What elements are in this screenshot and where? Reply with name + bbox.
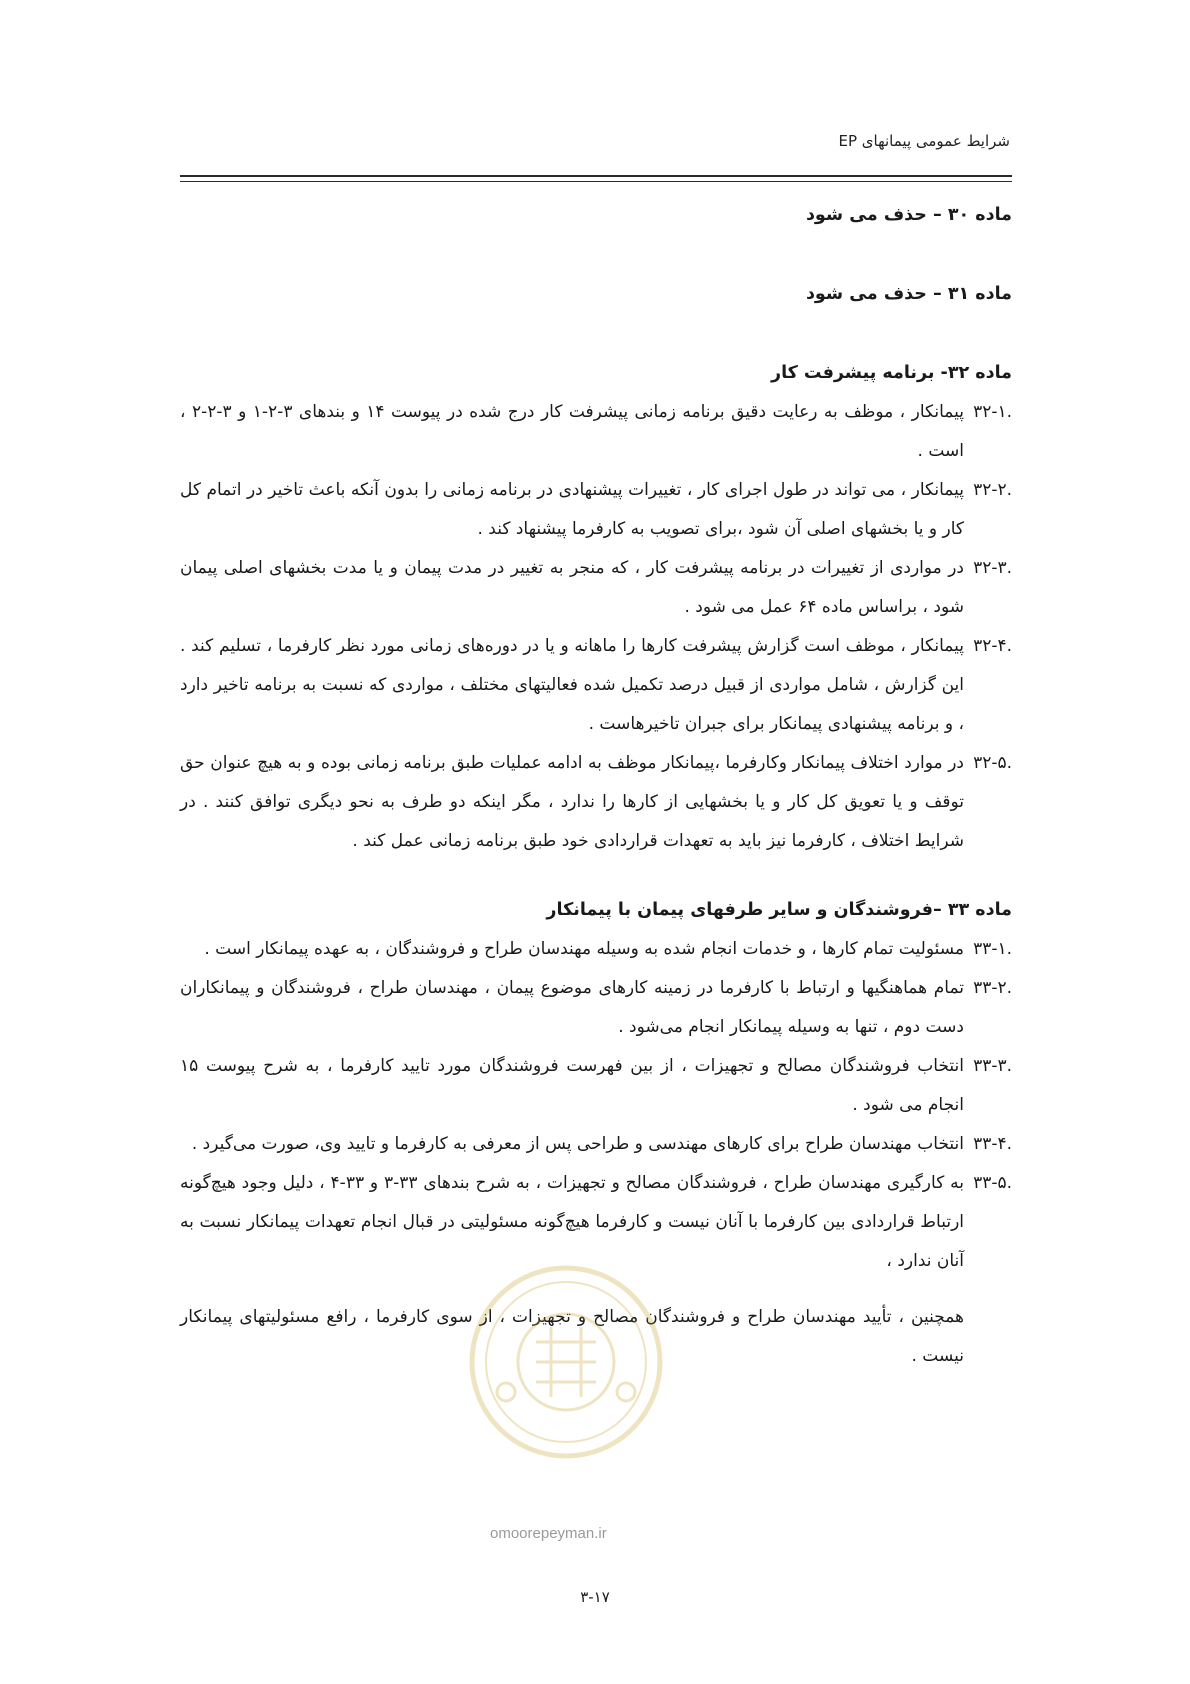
clause-32-1 (180, 393, 1012, 471)
article-32-heading: ماده ۳۲- برنامه پیشرفت کار (771, 363, 1012, 383)
page-number: ۳-۱۷ (580, 1588, 610, 1606)
clause-33-3 (180, 1047, 1012, 1125)
clause-text: در مواردی از تغییرات در برنامه پیشرفت کار ، که منجر به تغییر در مدت پیمان و یا مدت بخشهای اصلی پیمان شود ، براساس ماده ۶۴ عمل می شود . (180, 558, 964, 617)
clause-text: پیمانکار ، می تواند در طول اجرای کار ، تغییرات پیشنهادی در برنامه زمانی را بدون آنکه باعث تاخیر در اتمام کل کار و یا بخشهای اصلی آن شود ،برای تصویب به کارفرما پیشنهاد کند . (180, 480, 964, 539)
article-31-heading: ماده ۳۱ – حذف می شود (805, 284, 1012, 304)
clause-32-4 (180, 627, 1012, 744)
clause-text: در موارد اختلاف پیمانکار وکارفرما ،پیمانکار موظف به ادامه عملیات طبق برنامه زمانی بوده و به هیچ عنوان حق توقف و یا تعویق کل کار و یا بخشهایی از کارها را ندارد ، مگر اینکه دو طرف به نحو دیگری توافق کنند . در شرایط اختلاف ، کارفرما نیز باید به تعهدات قراردادی خود طبق برنامه زمانی عمل کند . (180, 753, 964, 851)
clause-33-5-continuation: همچنین ، تأیید مهندسان طراح و فروشندگان مصالح و تجهیزات ، از سوی کارفرما ، رافع مسئولیتهای پیمانکار نیست . (180, 1307, 964, 1366)
clause-number: ۳۳-۲. (973, 978, 1012, 998)
clause-text: انتخاب فروشندگان مصالح و تجهیزات ، از بین فهرست فروشندگان مورد تایید کارفرما ، به شرح پیوست ۱۵ انجام می شود . (180, 1056, 964, 1115)
clause-number: ۳۳-۴. (973, 1134, 1012, 1154)
clause-text: پیمانکار ، موظف به رعایت دقیق برنامه زمانی پیشرفت کار درج شده در پیوست ۱۴ و بندهای ۳-۲-۱ و ۳-۲-۲ ، است . (180, 402, 964, 461)
clause-number: ۳۲-۴. (973, 636, 1012, 656)
clause-text: انتخاب مهندسان طراح برای کارهای مهندسی و طراحی پس از معرفی به کارفرما و تایید وی، صورت می‌گیرد . (191, 1134, 964, 1154)
clause-text: پیمانکار ، موظف است گزارش پیشرفت کارها را ماهانه و یا در دوره‌های زمانی مورد نظر کارفرما ، تسلیم کند . این گزارش ، شامل مواردی از قبیل درصد تکمیل شده فعالیتهای مختلف ، مواردی که نسبت به برنامه تاخیر دارد ، و برنامه پیشنهادی پیمانکار برای جبران تاخیرهاست . (180, 636, 964, 734)
clause-number: ۳۳-۱. (973, 939, 1012, 959)
clause-33-5 (180, 1164, 1012, 1281)
clause-number: ۳۲-۳. (973, 558, 1012, 578)
running-header: شرایط عمومی پیمانهای EP (838, 132, 1010, 150)
clause-text: مسئولیت تمام کارها ، و خدمات انجام شده به وسیله مهندسان طراح و فروشندگان ، به عهده پیمانکار است . (204, 939, 964, 959)
clause-32-2 (180, 471, 1012, 549)
clause-number: ۳۲-۱. (973, 402, 1012, 422)
header-rule-thin (180, 181, 1012, 182)
header-rule-thick (180, 175, 1012, 177)
clause-number: ۳۳-۵. (973, 1173, 1012, 1193)
article-33-heading: ماده ۳۳ –فروشندگان و سایر طرفهای پیمان با پیمانکار (546, 900, 1012, 920)
clause-33-4 (180, 1125, 1012, 1164)
clause-text: تمام هماهنگیها و ارتباط با کارفرما در زمینه کارهای موضوع پیمان ، مهندسان طراح ، فروشندگان و پیمانکاران دست دوم ، تنها به وسیله پیمانکار انجام می‌شود . (180, 978, 964, 1037)
clause-33-1 (180, 930, 1012, 969)
clause-32-5 (180, 744, 1012, 861)
clause-text: به کارگیری مهندسان طراح ، فروشندگان مصالح و تجهیزات ، به شرح بندهای ۳۳-۳ و ۳۳-۴ ، دلیل وجود هیچ‌گونه ارتباط قراردادی بین کارفرما با آنان نیست و کارفرما هیچ‌گونه مسئولیتی در قبال انجام تعهدات پیمانکار نسبت به آنان ندارد ، (180, 1173, 964, 1271)
clause-32-3 (180, 549, 1012, 627)
clause-33-2 (180, 969, 1012, 1047)
document-body (180, 196, 1012, 1393)
article-30-heading: ماده ۳۰ – حذف می شود (805, 205, 1012, 225)
clause-number: ۳۳-۳. (973, 1056, 1012, 1076)
clause-number: ۳۲-۲. (973, 480, 1012, 500)
clause-number: ۳۲-۵. (973, 753, 1012, 773)
watermark-site: omoorepeyman.ir (490, 1525, 607, 1542)
